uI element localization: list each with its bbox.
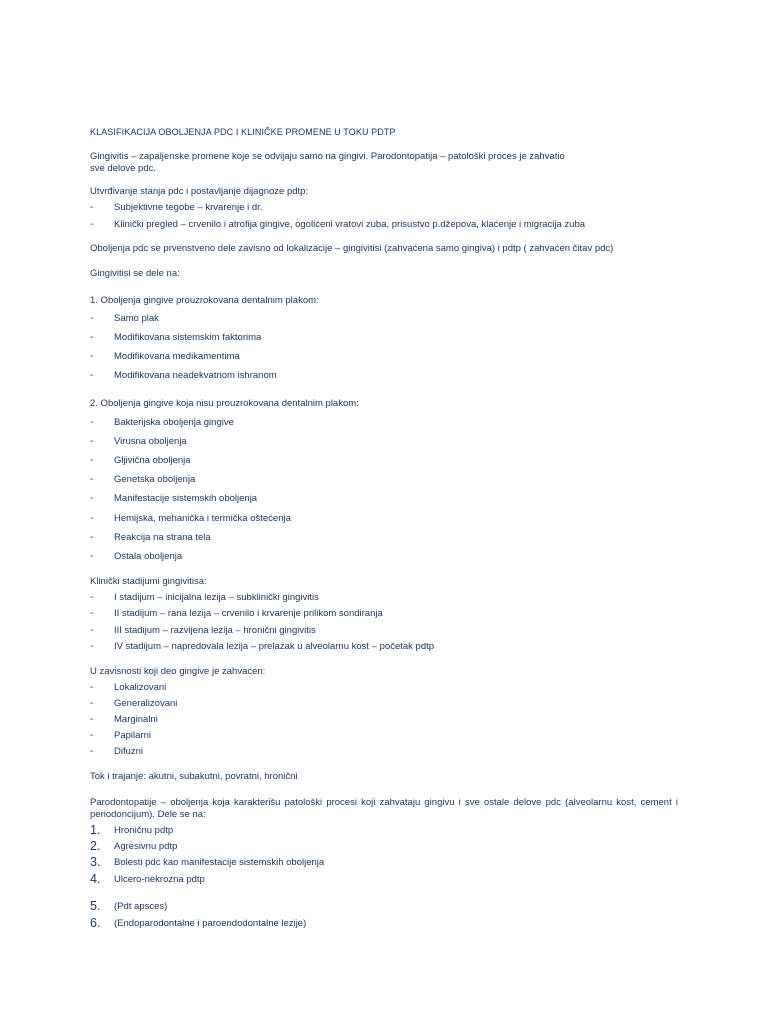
list-number: 5. — [90, 899, 101, 913]
list-item: III stadijum – razvijena lezija – hronični gingivitis — [114, 625, 316, 636]
bullet-dash: - — [90, 532, 94, 543]
bullet-dash: - — [90, 436, 94, 447]
bullet-dash: - — [90, 714, 94, 725]
bullet-dash: - — [90, 474, 94, 485]
list-item: Subjektivne tegobe – krvarenje i dr. — [114, 202, 263, 213]
bullet-dash: - — [90, 370, 94, 381]
bullet-dash: - — [90, 592, 94, 603]
list-item: Papilarni — [114, 730, 151, 741]
list-item: I stadijum – inicijalna lezija – subklinički gingivitis — [114, 592, 319, 603]
list-item: Hroničnu pdtp — [114, 825, 174, 836]
list-item: Ulcero-nekrozna pdtp — [114, 874, 205, 885]
bullet-dash: - — [90, 513, 94, 524]
bullet-dash: - — [90, 698, 94, 709]
bullet-dash: - — [90, 313, 94, 324]
bullet-dash: - — [90, 493, 94, 504]
list-item: Gljivična oboljenja — [114, 455, 191, 466]
list-item: Modifikovana neadekvatnom ishranom — [114, 370, 277, 381]
list-number: 2. — [90, 839, 101, 853]
list-item: IV stadijum – napredovala lezija – prelazak u alveolarnu kost – početak pdtp — [114, 641, 435, 652]
document-title: KLASIFIKACIJA OBOLJENJA PDC I KLINIČKE PROMENE U TOKU PDTP — [90, 127, 396, 137]
list-item: Modifikovana medikamentima — [114, 351, 240, 362]
list-item: Reakcija na strana tela — [114, 532, 211, 543]
bullet-dash: - — [90, 551, 94, 562]
intro-line-1: Gingivitis – zapaljenske promene koje se odvijaju samo na gingivi. Parodontopatija – patološki proces je zahvatio — [90, 151, 565, 162]
list-item: Generalizovani — [114, 698, 178, 709]
group1-heading: 1. Oboljenja gingive prouzrokovana dentalnim plakom: — [90, 295, 319, 306]
bullet-dash: - — [90, 682, 94, 693]
list-item: Bolesti pdc kao manifestacije sistemskih oboljenja — [114, 857, 325, 868]
list-item: (Endoparodontalne i paroendodontalne lezije) — [114, 918, 307, 929]
list-number: 3. — [90, 855, 101, 869]
bullet-dash: - — [90, 202, 94, 213]
bullet-dash: - — [90, 219, 94, 230]
list-item: Samo plak — [114, 313, 159, 324]
gingivitis-heading: Gingivitisi se dele na: — [90, 268, 180, 279]
list-item: Bakterijska oboljenja gingive — [114, 417, 234, 428]
list-item: II stadijum – rana lezija – crvenilo i krvarenje prilikom sondiranja — [114, 608, 383, 619]
list-item: Klinički pregled – crvenilo i atrofija gingive, ogolićeni vratovi zuba, prisustvo p.džepova, klaćenje i migracija zuba — [114, 219, 586, 230]
list-number: 1. — [90, 823, 101, 837]
bullet-dash: - — [90, 730, 94, 741]
bullet-dash: - — [90, 417, 94, 428]
list-item: (Pdt apsces) — [114, 901, 168, 912]
periodontitis-line-2: periodoncijum). Dele se na: — [90, 809, 206, 820]
list-item: Manifestacije sistemskih oboljenja — [114, 493, 258, 504]
bullet-dash: - — [90, 625, 94, 636]
course-paragraph: Tok i trajanje: akutni, subakutni, povratni, hronični — [90, 771, 298, 782]
bullet-dash: - — [90, 608, 94, 619]
list-item: Lokalizovani — [114, 682, 167, 693]
list-item: Virusna oboljenja — [114, 436, 187, 447]
stages-heading: Klinički stadijumi gingivitisa: — [90, 576, 207, 587]
bullet-dash: - — [90, 332, 94, 343]
list-item: Hemijska, mehanička i termička oštećenja — [114, 513, 291, 524]
diagnosis-heading: Utvrđivanje stanja pdc i postavljanje dijagnoze pdtp: — [90, 186, 309, 197]
bullet-dash: - — [90, 641, 94, 652]
extent-heading: U zavisnosti koji deo gingive je zahvaćen: — [90, 666, 266, 677]
bullet-dash: - — [90, 455, 94, 466]
list-item: Ostala oboljenja — [114, 551, 183, 562]
list-item: Modifikovana sistemskim faktorima — [114, 332, 262, 343]
list-number: 6. — [90, 916, 101, 930]
list-item: Marginalni — [114, 714, 158, 725]
group2-heading: 2. Oboljenja gingive koja nisu prouzrokovana dentalnim plakom: — [90, 398, 359, 409]
list-item: Agresivnu pdtp — [114, 841, 178, 852]
list-item: Difuzni — [114, 746, 144, 757]
bullet-dash: - — [90, 746, 94, 757]
periodontitis-line-1: Parodontopatije – oboljenja koja karakterišu patološki procesi koji zahvataju gingivu i sve ostale delove pdc (alveolarnu kost, cement i — [90, 797, 678, 808]
intro-line-2: sve delove pdc. — [90, 163, 157, 174]
list-number: 4. — [90, 872, 101, 886]
localization-paragraph: Oboljenja pdc se prvenstveno dele zavisno od lokalizacije – gingivitisi (zahvaćena samo gingiva) i pdtp ( zahvaćen čitav pdc) — [90, 243, 614, 254]
bullet-dash: - — [90, 351, 94, 362]
list-item: Genetska oboljenja — [114, 474, 196, 485]
